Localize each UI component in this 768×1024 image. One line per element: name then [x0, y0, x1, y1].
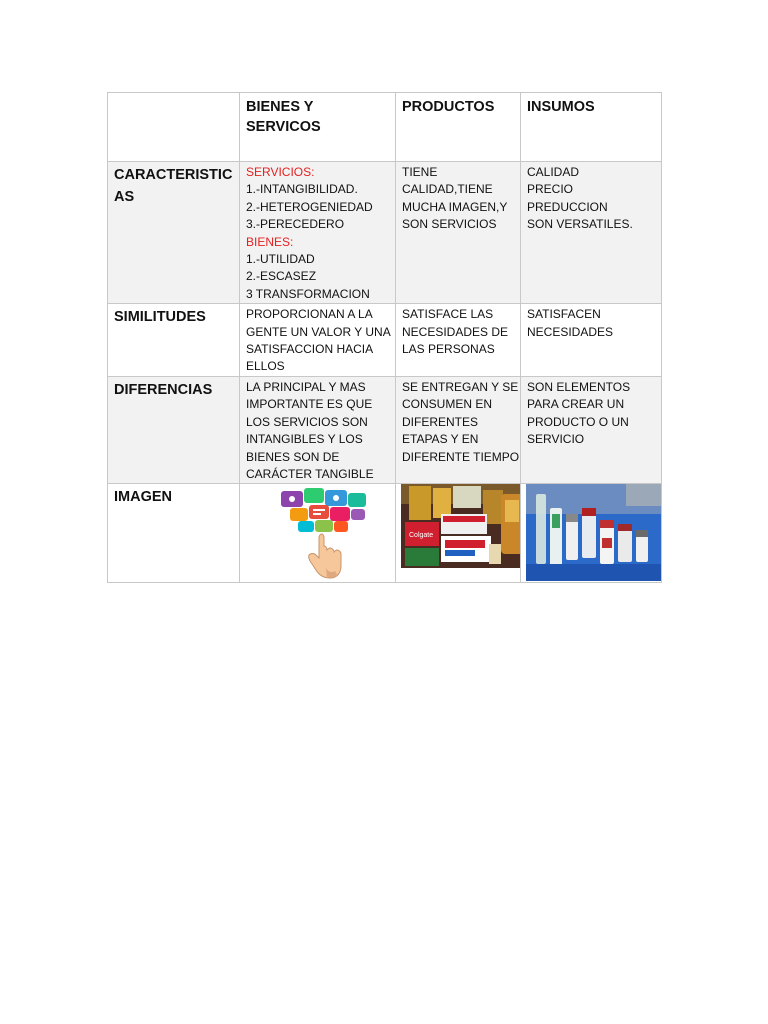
- cell-diferencias-bienes-servicios: LA PRINCIPAL Y MAS IMPORTANTE ES QUE LOS SERVICIOS SON INTANGIBLES Y LOS BIENES SON DE CARÁCTER TANGIBLE: [240, 376, 396, 483]
- cell-imagen-productos: [396, 484, 521, 583]
- cell-imagen-insumos: [521, 484, 662, 583]
- row-similitudes: [108, 304, 662, 377]
- row-diferencias: [108, 376, 662, 483]
- header-insumos: INSUMOS: [521, 93, 662, 162]
- list-item: 3.-PERECEDERO: [246, 217, 345, 232]
- row-label-similitudes: SIMILITUDES: [108, 304, 240, 377]
- cell-similitudes-insumos: SATISFACEN NECESIDADES: [521, 304, 662, 377]
- comparison-table: [107, 92, 662, 583]
- row-caracteristicas: [108, 162, 662, 304]
- row-label-imagen: IMAGEN: [108, 484, 240, 583]
- servicios-title: SERVICIOS:: [246, 165, 315, 179]
- header-productos: PRODUCTOS: [396, 93, 521, 162]
- cell-caracteristicas-bienes-servicios: [240, 162, 396, 304]
- cell-imagen-bienes-servicios: [240, 484, 396, 583]
- service-icons-hand-image: [240, 484, 396, 580]
- list-item: 2.-HETEROGENIEDAD: [246, 199, 373, 214]
- cell-diferencias-insumos: SON ELEMENTOS PARA CREAR UN PRODUCTO O UN SERVICIO: [521, 376, 662, 483]
- list-item: 3 TRANSFORMACION: [246, 286, 370, 301]
- svg-text:Colgate: Colgate: [409, 532, 434, 540]
- header-bienes-servicios: BIENES Y SERVICOS: [240, 93, 396, 162]
- list-item: 2.-ESCASEZ: [246, 269, 317, 284]
- row-label-caracteristicas: CARACTERISTICAS: [108, 162, 240, 304]
- cell-similitudes-bienes-servicios: PROPORCIONAN A LA GENTE UN VALOR Y UNA SATISFACCION HACIA ELLOS: [240, 304, 396, 377]
- consumer-products-image: [401, 484, 521, 568]
- header-empty-cell: [108, 93, 240, 162]
- cell-caracteristicas-productos: TIENE CALIDAD,TIENE MUCHA IMAGEN,Y SON SERVICIOS: [396, 162, 521, 304]
- cell-caracteristicas-insumos: CALIDAD PRECIO PREDUCCION SON VERSATILES.: [521, 162, 662, 304]
- header-row: [108, 93, 662, 162]
- list-item: 1.-INTANGIBILIDAD.: [246, 182, 358, 197]
- cell-diferencias-productos: SE ENTREGAN Y SE CONSUMEN EN DIFERENTES ETAPAS Y EN DIFERENTE TIEMPO: [396, 376, 521, 483]
- bienes-title: BIENES:: [246, 234, 294, 249]
- cell-similitudes-productos: SATISFACE LAS NECESIDADES DE LAS PERSONAS: [396, 304, 521, 377]
- list-item: 1.-UTILIDAD: [246, 252, 315, 267]
- row-imagen: [108, 484, 662, 583]
- medical-vials-image: [526, 484, 662, 581]
- row-label-diferencias: DIFERENCIAS: [108, 376, 240, 483]
